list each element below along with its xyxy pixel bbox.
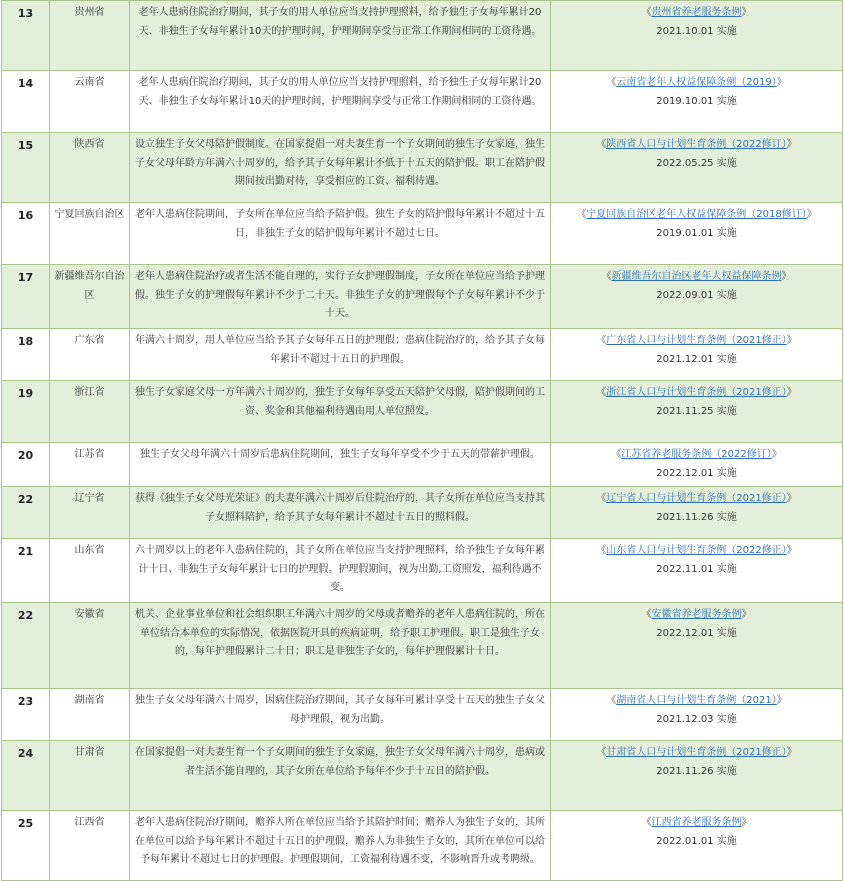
effective-date: 2021.12.01 实施 bbox=[656, 353, 737, 365]
effective-date: 2021.11.26 实施 bbox=[656, 511, 737, 523]
province-cell: 广东省 bbox=[50, 329, 130, 381]
effective-date: 2021.11.25 实施 bbox=[656, 405, 737, 417]
regulation-link[interactable]: 云南省老年人权益保障条例（2019） bbox=[616, 77, 777, 88]
row-number: 24 bbox=[2, 741, 50, 811]
policy-description-cell: 六十周岁以上的老年人患病住院的，其子女所在单位应当支持护理照料，给予独生子女每年累计十日、非独生子女每年累计七日的护理假。护理假期间，视为出勤,工资照发，福利待遇不变。 bbox=[130, 539, 551, 603]
table-row bbox=[2, 443, 843, 487]
table-row bbox=[2, 689, 843, 741]
regulation-link[interactable]: 贵州省养老服务条例 bbox=[651, 7, 742, 18]
regulation-cell bbox=[551, 487, 843, 539]
province-cell: 江苏省 bbox=[50, 443, 130, 487]
regulation-link[interactable]: 宁夏回族自治区老年人权益保障条例（2018修订） bbox=[586, 209, 807, 220]
province-cell: 云南省 bbox=[50, 71, 130, 133]
regulation-cell bbox=[551, 603, 843, 689]
table-row bbox=[2, 811, 843, 881]
regulation-cell bbox=[551, 133, 843, 203]
regulation-cell bbox=[551, 539, 843, 603]
regulation-link[interactable]: 湖南省人口与计划生育条例（2021） bbox=[616, 695, 777, 706]
effective-date: 2022.12.01 实施 bbox=[656, 627, 737, 639]
province-cell: 山东省 bbox=[50, 539, 130, 603]
policy-description-cell: 独生子女家庭父母一方年满六十周岁的，独生子女每年享受五天陪护父母假，陪护假期间的工资、奖金和其他福利待遇由用人单位照发。 bbox=[130, 381, 551, 443]
table-row bbox=[2, 741, 843, 811]
row-number: 19 bbox=[2, 381, 50, 443]
effective-date: 2021.11.26 实施 bbox=[656, 765, 737, 777]
table-row bbox=[2, 133, 843, 203]
regulation-title: 《甘肃省人口与计划生育条例（2021修正）》 bbox=[596, 747, 797, 758]
policy-description-cell: 在国家提倡一对夫妻生育一个子女期间的独生子女家庭，独生子女父母年满六十周岁，患病或者生活不能自理的，其子女所在单位给予每年不少于十五日的陪护假。 bbox=[130, 741, 551, 811]
regulation-title: 《江西省养老服务条例》 bbox=[641, 817, 752, 828]
effective-date: 2019.01.01 实施 bbox=[656, 227, 737, 239]
province-cell: 陕西省 bbox=[50, 133, 130, 203]
table-row bbox=[2, 1, 843, 71]
table-row bbox=[2, 487, 843, 539]
regulation-title: 《安徽省养老服务条例》 bbox=[641, 609, 752, 620]
province-cell: 湖南省 bbox=[50, 689, 130, 741]
regulation-cell bbox=[551, 811, 843, 881]
province-cell: 贵州省 bbox=[50, 1, 130, 71]
regulation-link[interactable]: 辽宁省人口与计划生育条例（2021修正） bbox=[606, 493, 787, 504]
regulation-cell bbox=[551, 71, 843, 133]
row-number: 22 bbox=[2, 487, 50, 539]
effective-date: 2022.01.01 实施 bbox=[656, 835, 737, 847]
regulation-title: 《江苏省养老服务条例（2022修订）》 bbox=[611, 449, 782, 460]
regulation-cell bbox=[551, 443, 843, 487]
policy-description-cell: 老年人患病住院治疗期间，其子女的用人单位应当支持护理照料，给予独生子女每年累计20天、非独生子女每年累计10天的护理时间，护理期间享受与正常工作期间相同的工资待遇。 bbox=[130, 1, 551, 71]
province-cell: 宁夏回族自治区 bbox=[50, 203, 130, 265]
row-number: 17 bbox=[2, 265, 50, 329]
regulation-cell bbox=[551, 1, 843, 71]
regulation-title: 《陕西省人口与计划生育条例（2022修订）》 bbox=[596, 139, 797, 150]
regulation-cell bbox=[551, 203, 843, 265]
row-number: 23 bbox=[2, 689, 50, 741]
effective-date: 2022.11.01 实施 bbox=[656, 563, 737, 575]
policy-description-cell: 独生子女父母年满六十周岁，因病住院治疗期间，其子女每年可累计享受十五天的独生子女父母护理假，视为出勤。 bbox=[130, 689, 551, 741]
table-row bbox=[2, 381, 843, 443]
province-cell: 辽宁省 bbox=[50, 487, 130, 539]
regulation-title: 《宁夏回族自治区老年人权益保障条例（2018修订）》 bbox=[576, 209, 817, 220]
regulation-title: 《贵州省养老服务条例》 bbox=[641, 7, 752, 18]
effective-date: 2022.09.01 实施 bbox=[656, 289, 737, 301]
regulation-cell bbox=[551, 689, 843, 741]
policy-description-cell: 年满六十周岁，用人单位应当给予其子女每年五日的护理假；患病住院治疗的，给予其子女每年累计不超过十五日的护理假。 bbox=[130, 329, 551, 381]
policy-description-cell: 获得《独生子女父母光荣证》的夫妻年满六十周岁后住院治疗的，其子女所在单位应当支持其子女照料陪护，给予其子女每年累计不超过十五日的照料假。 bbox=[130, 487, 551, 539]
regulation-link[interactable]: 江西省养老服务条例 bbox=[651, 817, 742, 828]
row-number: 16 bbox=[2, 203, 50, 265]
policy-description-cell: 独生子女父母年满六十周岁后患病住院期间，独生子女每年享受不少于五天的带薪护理假。 bbox=[130, 443, 551, 487]
regulation-title: 《广东省人口与计划生育条例（2021修正）》 bbox=[596, 335, 797, 346]
table-row bbox=[2, 265, 843, 329]
regulation-title: 《浙江省人口与计划生育条例（2021修正）》 bbox=[596, 387, 797, 398]
effective-date: 2022.05.25 实施 bbox=[656, 157, 737, 169]
table-row bbox=[2, 539, 843, 603]
row-number: 25 bbox=[2, 811, 50, 881]
policy-description-cell: 老年人患病住院治疗或者生活不能自理的，实行子女护理假制度，子女所在单位应当给予护理假。独生子女的护理假每年累计不少于二十天。非独生子女的护理假每个子女每年累计不少于十天。 bbox=[130, 265, 551, 329]
province-cell: 安徽省 bbox=[50, 603, 130, 689]
effective-date: 2021.10.01 实施 bbox=[656, 25, 737, 37]
province-cell: 新疆维吾尔自治区 bbox=[50, 265, 130, 329]
row-number: 18 bbox=[2, 329, 50, 381]
table-row bbox=[2, 71, 843, 133]
effective-date: 2019.10.01 实施 bbox=[656, 95, 737, 107]
effective-date: 2022.12.01 实施 bbox=[656, 467, 737, 479]
policy-table bbox=[1, 0, 843, 881]
row-number: 21 bbox=[2, 539, 50, 603]
policy-table-body bbox=[2, 1, 843, 881]
regulation-link[interactable]: 浙江省人口与计划生育条例（2021修正） bbox=[606, 387, 787, 398]
regulation-link[interactable]: 江苏省养老服务条例（2022修订） bbox=[621, 449, 772, 460]
policy-description-cell: 老年人患病住院治疗期间，赡养人所在单位应当给予其陪护时间；赡养人为独生子女的，其所在单位可以给予每年累计不超过十五日的护理假，赡养人为非独生子女的，其所在单位可以给予每年累计不超过七日的护理假。护理假期间，工资福利待遇不变，不影响晋升或考聘级。 bbox=[130, 811, 551, 881]
policy-description-cell: 设立独生子女父母陪护假制度。在国家提倡一对夫妻生育一个子女期间的独生子女家庭，独生子女父母年龄方年满六十周岁的，给予其子女每年累计不低于十五天的陪护假。职工在陪护假期间按出勤对待，享受相应的工资、福利待遇。 bbox=[130, 133, 551, 203]
policy-description-cell: 老年人患病住院期间，子女所在单位应当给予陪护假。独生子女的陪护假每年累计不超过十五日，非独生子女的陪护假每年累计不超过七日。 bbox=[130, 203, 551, 265]
table-row bbox=[2, 603, 843, 689]
row-number: 14 bbox=[2, 71, 50, 133]
regulation-title: 《湖南省人口与计划生育条例（2021）》 bbox=[606, 695, 787, 706]
regulation-link[interactable]: 新疆维吾尔自治区老年人权益保障条例 bbox=[611, 271, 782, 282]
row-number: 15 bbox=[2, 133, 50, 203]
effective-date: 2021.12.03 实施 bbox=[656, 713, 737, 725]
regulation-cell bbox=[551, 265, 843, 329]
table-row bbox=[2, 203, 843, 265]
row-number: 20 bbox=[2, 443, 50, 487]
regulation-link[interactable]: 广东省人口与计划生育条例（2021修正） bbox=[606, 335, 787, 346]
regulation-cell bbox=[551, 329, 843, 381]
regulation-title: 《云南省老年人权益保障条例（2019）》 bbox=[606, 77, 787, 88]
regulation-cell bbox=[551, 741, 843, 811]
regulation-link[interactable]: 安徽省养老服务条例 bbox=[651, 609, 742, 620]
table-row bbox=[2, 329, 843, 381]
province-cell: 江西省 bbox=[50, 811, 130, 881]
row-number: 13 bbox=[2, 1, 50, 71]
regulation-link[interactable]: 陕西省人口与计划生育条例（2022修订） bbox=[606, 139, 787, 150]
regulation-title: 《辽宁省人口与计划生育条例（2021修正）》 bbox=[596, 493, 797, 504]
province-cell: 浙江省 bbox=[50, 381, 130, 443]
regulation-link[interactable]: 甘肃省人口与计划生育条例（2021修正） bbox=[606, 747, 787, 758]
regulation-title: 《山东省人口与计划生育条例（2022修正）》 bbox=[596, 545, 797, 556]
regulation-link[interactable]: 山东省人口与计划生育条例（2022修正） bbox=[606, 545, 787, 556]
row-number: 22 bbox=[2, 603, 50, 689]
regulation-cell bbox=[551, 381, 843, 443]
province-cell: 甘肃省 bbox=[50, 741, 130, 811]
policy-description-cell: 老年人患病住院治疗期间，其子女的用人单位应当支持护理照料，给予独生子女每年累计20天、非独生子女每年累计10天的护理时间，护理期间享受与正常工作期间相同的工资待遇。 bbox=[130, 71, 551, 133]
policy-description-cell: 机关、企业事业单位和社会组织职工年满六十周岁的父母或者赡养的老年人患病住院的，所在单位结合本单位的实际情况，依据医院开具的疾病证明，给予职工护理假。职工是独生子女的，每年护理假累计二十日；职工是非独生子女的，每年护理假累计十日。 bbox=[130, 603, 551, 689]
regulation-title: 《新疆维吾尔自治区老年人权益保障条例》 bbox=[601, 271, 792, 282]
